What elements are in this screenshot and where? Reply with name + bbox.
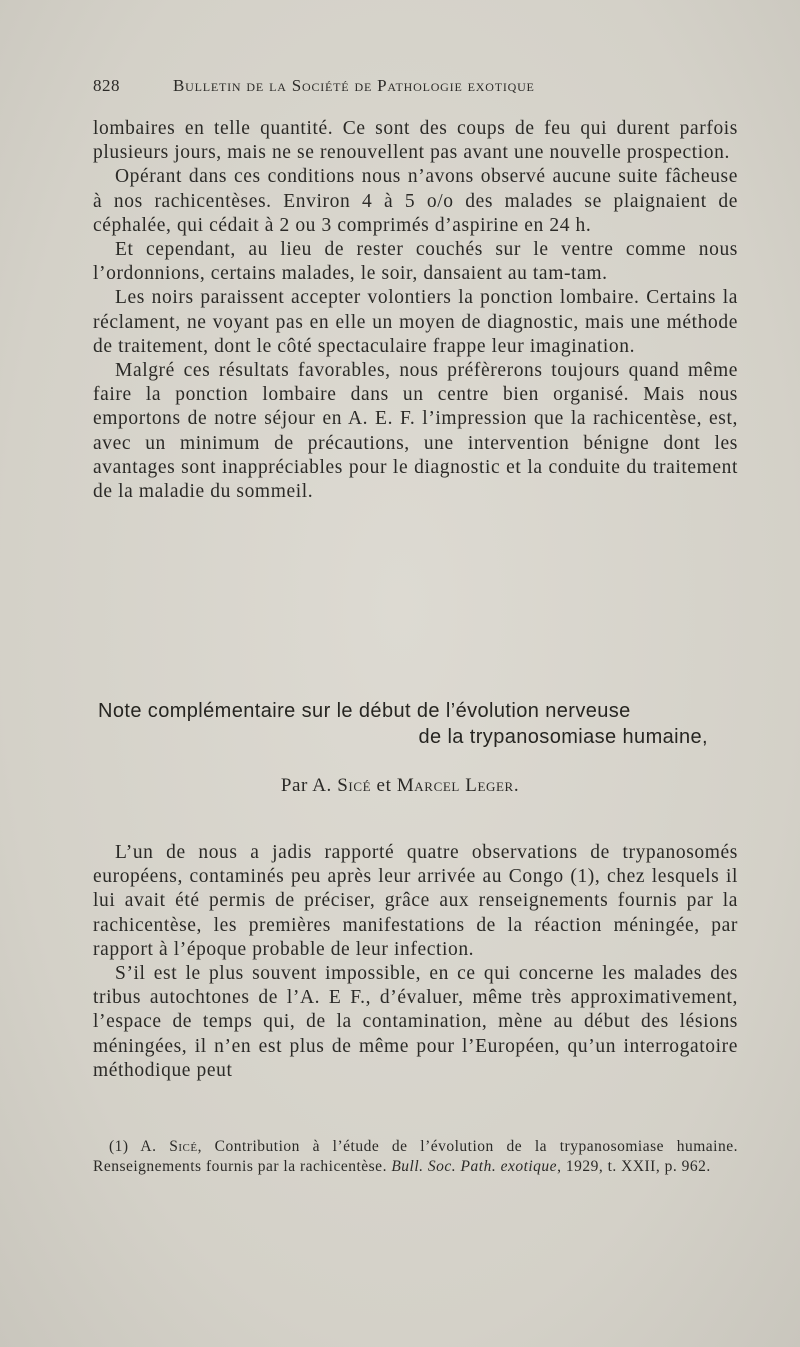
title-line-2: de la trypanosomiase humaine, (418, 726, 708, 748)
paragraph: Et cependant, au lieu de rester couchés sur le ventre comme nous l’ordonnions, certains malades, le soir, dansaient au tam-tam. (93, 239, 738, 285)
byline-prefix: Par A. (280, 775, 338, 796)
section-1-text (93, 117, 738, 504)
footnote (93, 1137, 738, 1176)
footnote-marker: (1) A. (109, 1138, 170, 1155)
footnote-journal: Bull. Soc. Path. exotique (391, 1157, 558, 1175)
author-2: Marcel Leger (396, 775, 514, 796)
byline-conjunction: et (371, 775, 397, 796)
page-number: 828 (93, 76, 120, 95)
title-line-1: Note complémentaire sur le début de l’évolution nerveuse (98, 700, 631, 722)
journal-title: Bulletin de la Société de Pathologie exotique (173, 76, 535, 95)
footnote-details: , 1929, t. XXII, p. 962. (557, 1157, 711, 1175)
byline (0, 775, 800, 797)
paragraph: S’il est le plus souvent impossible, en ce qui concerne les malades des tribus autochtones de l’A. E F., d’évaluer, même très approximativement, l’espace de temps qui, de la contamination, mène au début des lésions méningées, il n’en est plus de même pour l’Européen, qu’un interrogatoire méthodique peut (93, 963, 738, 1081)
paragraph: Malgré ces résultats favorables, nous préfèrerons toujours quand même faire la ponction lombaire dans un centre bien organisé. Mais nous emportons de notre séjour en A. E. F. l’impression que la rachicentèse, est, avec un minimum de précautions, une intervention bénigne dont les avantages sont inappréciables pour le diagnostic et la conduite du traitement de la maladie du sommeil. (93, 360, 738, 503)
footnote-text (93, 1137, 738, 1176)
byline-suffix: . (513, 775, 520, 796)
paragraph: L’un de nous a jadis rapporté quatre observations de trypanosomés européens, contaminés peu après leur arrivée au Congo (1), chez lesquels il lui avait été permis de préciser, grâce aux renseignements fournis par la rachicentèse, les premières manifestations de la réaction méningée, par rapport à l’époque probable de leur infection. (93, 842, 738, 960)
paragraph: lombaires en telle quantité. Ce sont des coups de feu qui durent parfois plusieurs jours, mais ne se renouvellent pas avant une nouvelle prospection. (93, 118, 738, 164)
section-2-text (93, 841, 738, 1083)
author-1: Sicé (337, 775, 372, 796)
footnote-author: Sicé (169, 1138, 198, 1155)
paragraph: Opérant dans ces conditions nous n’avons observé aucune suite fâcheuse à nos rachicentèses. Environ 4 à 5 o/o des malades se plaignaient de céphalée, qui cédait à 2 ou 3 comprimés d’aspirine en 24 h. (93, 166, 738, 236)
article-title (98, 700, 708, 760)
paragraph: Les noirs paraissent accepter volontiers la ponction lombaire. Certains la réclament, ne voyant pas en elle un moyen de diagnostic, mais une méthode de traitement, dont le côté spectaculaire frappe leur imagination. (93, 287, 738, 357)
footnote-body: , Contribution à l’étude de l’évolution de la trypanosomiase humaine. Renseignements fournis par la rachicentèse. (93, 1138, 738, 1175)
